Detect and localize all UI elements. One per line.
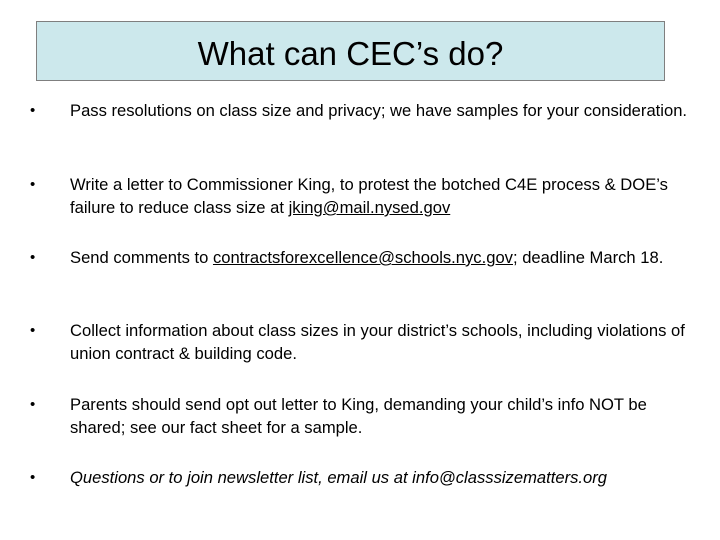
bullet-marker: • bbox=[30, 322, 36, 339]
item-text-before: Send comments to bbox=[70, 248, 213, 267]
bullet-marker: • bbox=[30, 102, 36, 119]
item-text: Collect information about class sizes in your district’s schools, including violations of union contract & building code. bbox=[70, 321, 685, 363]
item-text-after: ; deadline March 18. bbox=[512, 248, 664, 267]
item-text: Pass resolutions on class size and privacy; we have samples for your consideration. bbox=[70, 101, 688, 120]
item-text-before: Write a letter to Commissioner King, to protest the botched C4E process & DOE’s failure to reduce class size at bbox=[70, 175, 668, 217]
bullet-marker: • bbox=[30, 176, 36, 193]
bullet-marker: • bbox=[30, 396, 36, 413]
item-text bbox=[70, 246, 690, 269]
item-text: Parents should send opt out letter to King, demanding your child’s info NOT be shared; see our fact sheet for a sample. bbox=[70, 395, 647, 437]
bullet-marker: • bbox=[30, 469, 36, 486]
item-text: Questions or to join newsletter list, email us at info@classsizematters.org bbox=[70, 468, 607, 487]
item-text bbox=[70, 173, 690, 219]
bullet-marker: • bbox=[30, 249, 36, 266]
page-title: What can CEC’s do? bbox=[197, 34, 504, 72]
email-link[interactable]: jking@mail.nysed.gov bbox=[288, 198, 451, 217]
email-link[interactable]: contractsforexcellence@schools.nyc.gov bbox=[212, 248, 513, 267]
